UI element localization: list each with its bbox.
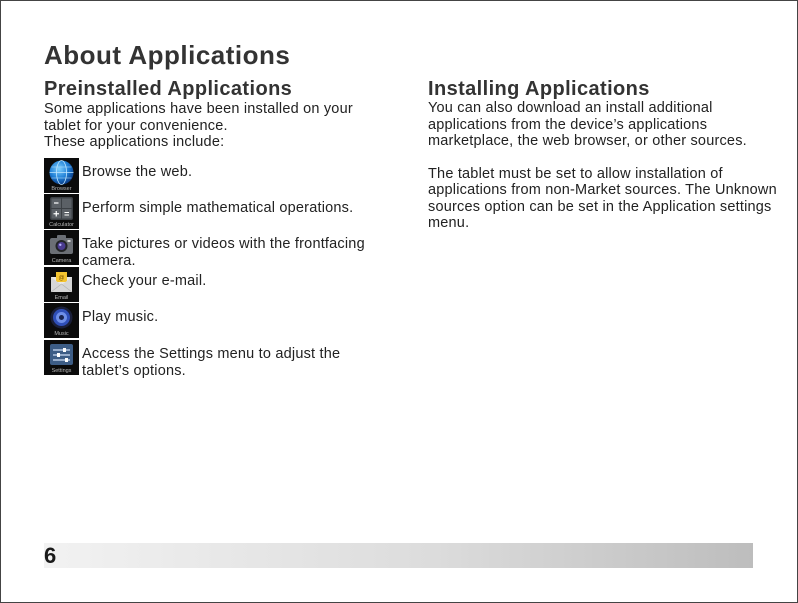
- app-description: Take pictures or videos with the frontfacing camera.: [82, 236, 365, 269]
- app-icon-caption: Browser: [51, 186, 72, 192]
- installing-paragraph: The tablet must be set to allow installation of applications from non-Market sources. The Unknown sources option can be set in the Application settings menu.: [428, 165, 777, 231]
- app-description: Check your e-mail.: [82, 273, 207, 289]
- preinstalled-heading: Preinstalled Applications: [44, 78, 293, 100]
- sliders-icon: [48, 341, 75, 368]
- intro-text: Some applications have been installed on your tablet for your convenience.: [44, 101, 353, 134]
- preinstalled-intro: [44, 101, 389, 151]
- camera-app-icon: [44, 230, 79, 265]
- app-icon-caption: Email: [54, 295, 69, 301]
- app-description: Perform simple mathematical operations.: [82, 200, 354, 216]
- calculator-app-icon: [44, 194, 79, 229]
- app-icon-caption: Camera: [51, 258, 72, 264]
- svg-text:@: @: [58, 275, 65, 282]
- page-number: 6: [44, 543, 57, 568]
- camera-icon: [48, 231, 75, 258]
- envelope-icon: [48, 268, 75, 295]
- app-icon-caption: Calculator: [49, 222, 74, 228]
- intro-text-list-lead: These applications include:: [44, 134, 225, 150]
- footer-bar: [44, 543, 753, 568]
- app-description: Play music.: [82, 309, 159, 325]
- app-description: Browse the web.: [82, 164, 193, 180]
- globe-icon: [48, 159, 75, 186]
- settings-app-icon: [44, 340, 79, 375]
- app-icon-caption: Music: [54, 331, 69, 337]
- music-app-icon: [44, 303, 79, 338]
- app-description: Access the Settings menu to adjust the tablet’s options.: [82, 346, 341, 379]
- calculator-icon: [48, 195, 75, 222]
- installing-heading: Installing Applications: [428, 78, 650, 100]
- email-app-icon: [44, 267, 79, 302]
- browser-app-icon: [44, 158, 79, 193]
- page-title: About Applications: [44, 40, 291, 70]
- installing-body: [428, 100, 778, 232]
- installing-paragraph: You can also download an install additional applications from the device’s applications marketplace, the web browser, or other sources.: [428, 100, 747, 149]
- speaker-icon: [48, 304, 75, 331]
- app-icon-caption: Settings: [51, 368, 72, 374]
